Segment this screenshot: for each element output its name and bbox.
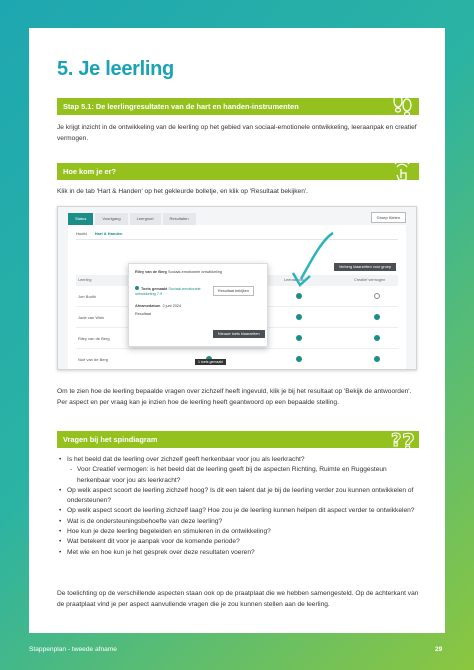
footer-label: Stappenplan - tweede afname <box>29 646 117 653</box>
popup-status <box>135 286 205 297</box>
status-dot-icon <box>135 286 139 290</box>
result-dot[interactable] <box>296 314 302 320</box>
result-dot[interactable] <box>296 356 302 362</box>
page-number: 29 <box>435 646 443 653</box>
status-label: Toets gemaakt <box>141 287 168 291</box>
date-value: 2 juni 2024 <box>162 304 182 308</box>
tab-voortgang[interactable]: Voortgang <box>95 213 127 225</box>
section-heading-text: Stap 5.1: De leerlingresultaten van de hart en handen-instrumenten <box>63 102 299 111</box>
popup-result-label: Resultaat <box>135 312 152 316</box>
status-detail: Sociaal-emotionele ontwikkeling 7-9 <box>135 287 201 296</box>
section-heading-text: Vragen bij het spindiagram <box>63 435 158 444</box>
question-marks-icon <box>387 424 417 454</box>
group-select-button[interactable]: Groep Kleien <box>371 212 406 223</box>
page-title: 5. Je leerling <box>57 58 174 80</box>
student-name: Jade van Wiek <box>78 315 105 320</box>
new-test-button[interactable]: Nieuwe toets klaarzetten <box>213 330 265 338</box>
popup-date <box>135 304 181 308</box>
list-item: • Hoe kun je deze leerling begeleiden en stimuleren in de ontwikkeling? <box>59 527 419 537</box>
section-2-after-text: Om te zien hoe de leerling bepaalde vragen over zichzelf heeft ingevuld, klik je bij het resultaat op 'Bekijk de antwoorden'. Per aspect en per vraag kan je inzien hoe de leerling heeft geantwoord op een bepaalde stelling. <box>57 388 412 406</box>
list-item: • Wat is de ondersteuningsbehoefte van deze leerling? <box>59 517 419 527</box>
popup-student: Riley van de Berg <box>135 270 167 274</box>
column-header: Leerling <box>78 278 92 282</box>
section-heading-stap-5-1 <box>57 98 419 115</box>
popup-domain: Sociaal-emotionele ontwikkeling <box>167 270 222 274</box>
result-dot[interactable] <box>296 335 302 341</box>
app-screenshot <box>57 206 417 370</box>
view-result-button[interactable]: Resultaat bekijken <box>213 286 254 296</box>
result-dot[interactable] <box>374 335 380 341</box>
result-dot[interactable] <box>374 356 380 362</box>
student-name: Riley van de Berg <box>78 336 110 341</box>
student-name: Noé van de Berg <box>78 357 109 362</box>
column-header: Leeraanpak <box>284 278 305 282</box>
column-header: Creatief vermogen <box>354 278 386 282</box>
popup-header <box>135 270 222 274</box>
date-label: Afnamedatum <box>135 304 161 308</box>
tab-resultaten[interactable]: Resultaten <box>163 213 196 225</box>
list-item: - Voor Creatief vermogen: is het beeld dat de leerling geeft bij de aspecten Richting, Ruimte en Ruggesteun herkenbaar voor jou als leerkracht? <box>59 465 419 486</box>
document-page <box>29 28 445 633</box>
section-heading-spindiagram <box>57 430 419 454</box>
result-popup <box>128 263 268 347</box>
svg-text:?: ? <box>402 431 415 454</box>
touch-hand-icon <box>387 156 417 186</box>
tab-status[interactable]: Status <box>68 213 93 225</box>
result-dot-empty[interactable] <box>374 293 380 299</box>
tab-leergroei[interactable]: Leergroei <box>130 213 161 225</box>
list-item: • Op welk aspect scoort de leerling zichzelf laag? Hoe zou je de leerling kunnen helpen dit aspect verder te ontwikkelen? <box>59 506 419 516</box>
list-item: • Is het beeld dat de leerling over zichzelf geeft herkenbaar voor jou als leerkracht? <box>59 455 419 465</box>
section-heading-text: Hoe kom je er? <box>63 167 116 176</box>
closing-text: De toelichting op de verschillende aspecten staan ook op de praatplaat die we hebben samengesteld. Op de achterkant van de praatplaat vind je per aspect aanvullende vragen die je zou kunnen stellen aan de leerling. <box>57 590 419 608</box>
subtabs <box>76 231 122 236</box>
subtab-hart-handen[interactable]: Hart & Handen <box>94 231 123 236</box>
section-1-text: Je krijgt inzicht in de ontwikkeling van de leerling op het gebied van sociaal-emotionele ontwikkeling, leeraanpak en creatief vermogen. <box>57 124 417 142</box>
list-item: • Wat betekent dit voor je aanpak voor de komende periode? <box>59 537 419 547</box>
list-item: • Met wie en hoe kun je het gesprek over deze resultaten voeren? <box>59 548 419 558</box>
svg-text:?: ? <box>391 430 402 451</box>
result-dot[interactable] <box>374 314 380 320</box>
tooltip: 1 toets gemaakt <box>195 359 226 365</box>
student-name: Jort Bodhi <box>78 294 97 299</box>
hide-assign-button[interactable]: Verberg klaarzetten voor groep <box>334 263 396 271</box>
section-heading-hoe-kom-je-er <box>57 163 419 180</box>
divider <box>76 239 398 240</box>
footprints-icon <box>387 91 417 121</box>
section-2-text: Klik in de tab 'Hart & Handen' op het gekleurde bolletje, en klik op 'Resultaat bekijken'. <box>57 188 308 195</box>
list-item: • Op welk aspect scoort de leerling zichzelf hoog? Is dit een talent dat je bij de leerling verder zou kunnen ontwikkelen of ondersteunen? <box>59 486 419 507</box>
question-list <box>59 455 419 558</box>
pointer-arrow-icon <box>283 227 343 297</box>
table-row <box>76 350 398 370</box>
screenshot-tabs <box>68 213 196 225</box>
subtab-hoofd[interactable]: Hoofd <box>76 231 87 236</box>
